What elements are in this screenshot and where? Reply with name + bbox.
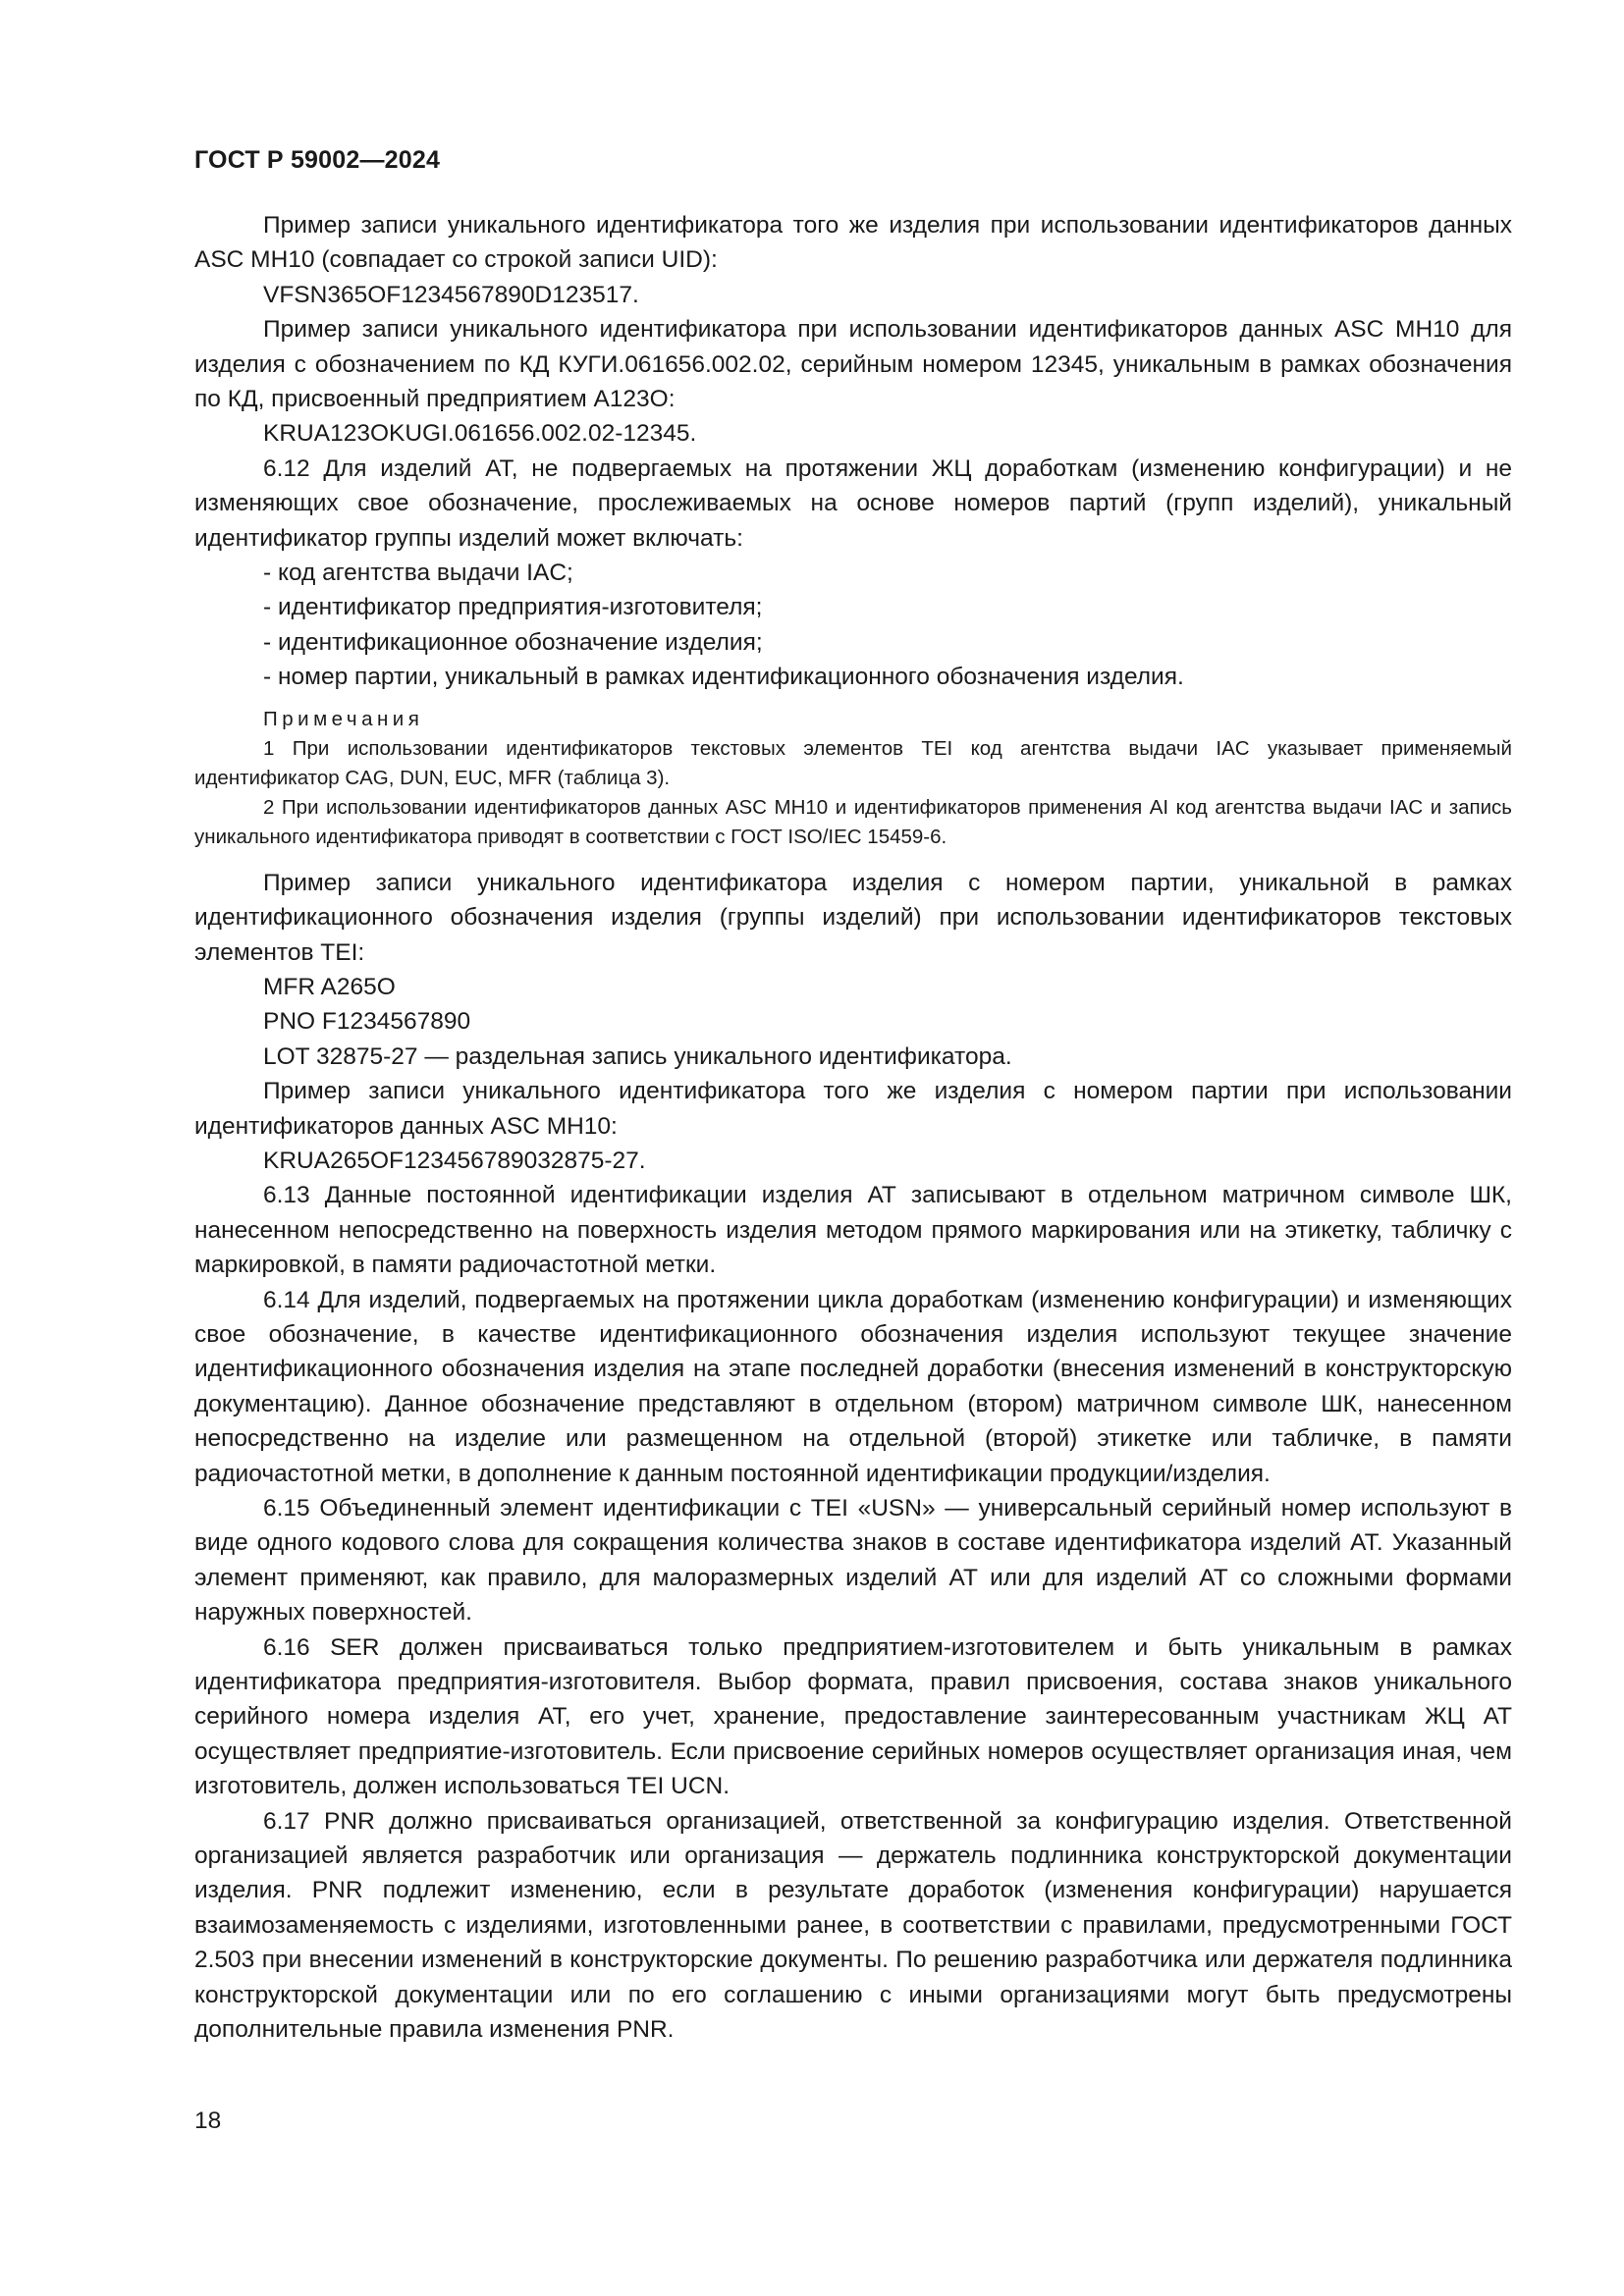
clause-6-15: 6.15 Объединенный элемент идентификации с TEI «USN» — универсальный серийный номер используют в виде одного кодового слова для сокращения количества знаков в составе идентификатора изделий АТ. Указанный элемент применяют, как правило, для малоразмерных изделий АТ или для изделий АТ со сложными формами наружных поверхностей. xyxy=(194,1495,1512,1627)
list-item: - номер партии, уникальный в рамках идентификационного обозначения изделия. xyxy=(263,664,1184,691)
code-line: MFR A265O xyxy=(263,973,396,1000)
code-line: PNO F1234567890 xyxy=(263,1008,471,1036)
notes-title: Примечания xyxy=(263,707,424,730)
clause-6-17: 6.17 PNR должно присваиваться организацией, ответственной за конфигурацию изделия. Ответственной организацией является разработчик или организация — держатель подлинника конструкторской документации изделия. PNR подлежит изменению, если в результате доработок (изменения конфигурации) нарушается взаимозаменяемость с изделиями, изготовленными ранее, в соответствии с правилами, предусмотренными ГОСТ 2.503 при внесении изменений в конструкторские документы. По решению разработчика или держателя подлинника конструкторской документации или по его соглашению с иными организациями могут быть предусмотрены дополнительные правила изменения PNR. xyxy=(194,1807,1512,2044)
notes-block xyxy=(194,705,1512,852)
code-line: KRUA265OF123456789032875-27. xyxy=(263,1147,646,1174)
document-header: ГОСТ Р 59002—2024 xyxy=(194,146,441,174)
paragraph: Пример записи уникального идентификатора при использовании идентификаторов данных ASC MH10 для изделия с обозначением по КД КУГИ.061656.002.02, серийным номером 12345, уникальным в рамках обозначения по КД, присвоенный предприятием A123O: xyxy=(194,316,1512,413)
list-item: - код агентства выдачи IAC; xyxy=(263,560,573,587)
body-section-1 xyxy=(194,208,1512,695)
code-line: KRUA123OKUGI.061656.002.02-12345. xyxy=(263,420,697,448)
clause-6-13: 6.13 Данные постоянной идентификации изделия АТ записывают в отдельном матричном символе ШК, нанесенном непосредственно на поверхность изделия методом прямого маркирования или на этикетку, табличку с маркировкой, в памяти радиочастотной метки. xyxy=(194,1182,1512,1279)
code-line: VFSN365OF1234567890D123517. xyxy=(263,281,639,308)
paragraph: Пример записи уникального идентификатора того же изделия с номером партии при использовании идентификаторов данных ASC MH10: xyxy=(194,1078,1512,1140)
paragraph: Пример записи уникального идентификатора того же изделия при использовании идентификаторов данных ASC MH10 (совпадает со строкой записи UID): xyxy=(194,212,1512,274)
clause-6-14: 6.14 Для изделий, подвергаемых на протяжении цикла доработкам (изменению конфигурации) и изменяющих свое обозначение, в качестве идентификационного обозначения изделия используют текущее значение идентификационного обозначения изделия на этапе последней доработки (внесения изменений в конструкторскую документацию). Данное обозначение представляют в отдельном (втором) матричном символе ШК, нанесенном непосредственно на изделие или размещенном на отдельной (второй) этикетке или табличке, в памяти радиочастотной метки, в дополнение к данным постоянной идентификации продукции/изделия. xyxy=(194,1286,1512,1487)
page-number: 18 xyxy=(194,2108,222,2134)
note-item: 1 При использовании идентификаторов текстовых элементов TEI код агентства выдачи IAC указывает применяемый идентификатор CAG, DUN, EUC, MFR (таблица 3). xyxy=(194,736,1512,789)
body-section-2 xyxy=(194,866,1512,2048)
code-line: LOT 32875-27 — раздельная запись уникального идентификатора. xyxy=(263,1042,1012,1070)
clause-6-12: 6.12 Для изделий АТ, не подвергаемых на протяжении ЖЦ доработкам (изменению конфигурации) и не изменяющих свое обозначение, прослеживаемых на основе номеров партий (групп изделий), уникальный идентификатор группы изделий может включать: xyxy=(194,454,1512,552)
note-item: 2 При использовании идентификаторов данных ASC MH10 и идентификаторов применения AI код агентства выдачи IAC и запись уникального идентификатора приводят в соответствии с ГОСТ ISO/IEC 15459-6. xyxy=(194,795,1512,848)
document-page xyxy=(194,145,1512,2048)
paragraph: Пример записи уникального идентификатора изделия с номером партии, уникальной в рамках идентификационного обозначения изделия (группы изделий) при использовании идентификаторов текстовых элементов TEI: xyxy=(194,869,1512,966)
list-item: - идентификационное обозначение изделия; xyxy=(263,628,763,656)
clause-6-16: 6.16 SER должен присваиваться только предприятием-изготовителем и быть уникальным в рамках идентификатора предприятия-изготовителя. Выбор формата, правил присвоения, состава знаков уникального серийного номера изделия АТ, его учет, хранение, предоставление заинтересованным участникам ЖЦ АТ осуществляет предприятие-изготовитель. Если присвоение серийных номеров осуществляет организация иная, чем изготовитель, должен использоваться TEI UCN. xyxy=(194,1633,1512,1800)
list-item: - идентификатор предприятия-изготовителя; xyxy=(263,594,763,621)
